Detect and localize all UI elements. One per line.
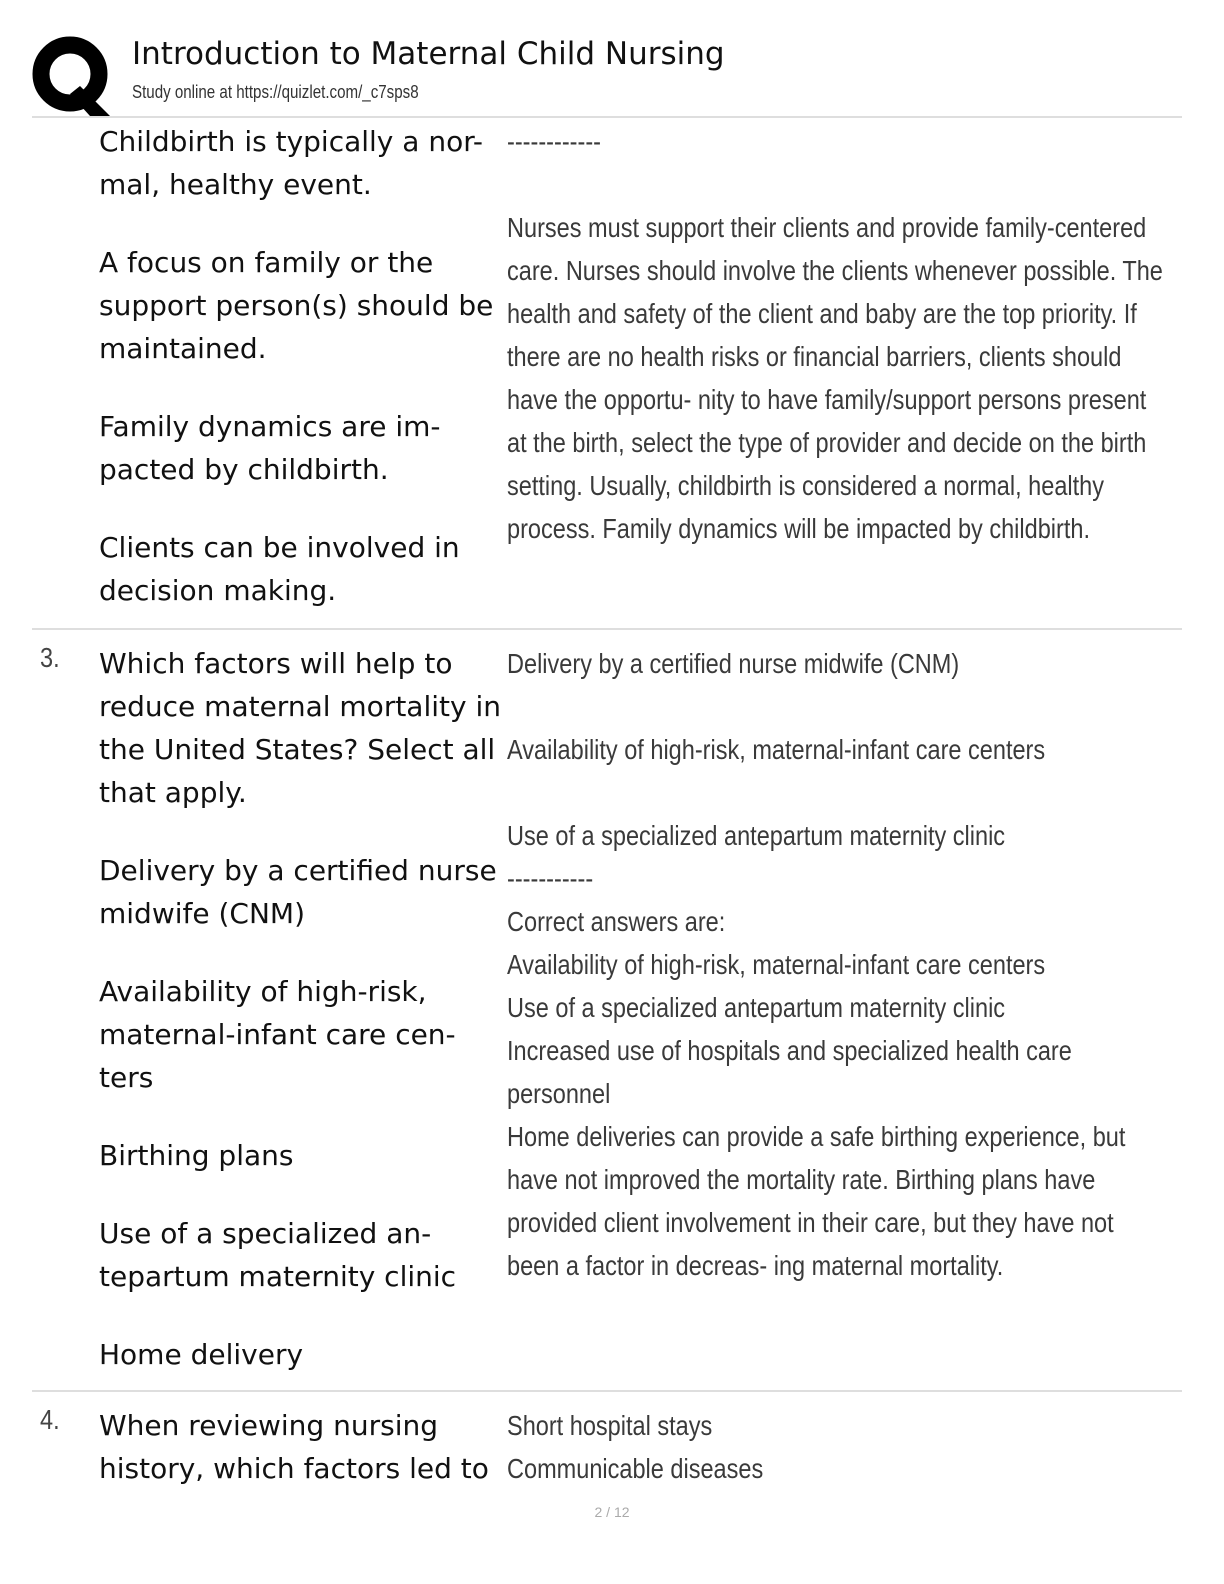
term-column: [99, 120, 505, 612]
term-paragraph: Clients can be involved in decision making.: [99, 531, 460, 607]
term-option: Birthing plans: [99, 1139, 294, 1172]
card-number: 3.: [40, 642, 60, 673]
document-title: Introduction to Maternal Child Nursing: [132, 36, 725, 72]
divider: [32, 628, 1182, 630]
definition-text: ------------ Nurses must support their clients and provide family-centered care. Nurses should involve the clients whenever possible. The health and safety of the client and baby are the top priority. If there are no health risks or financial barriers, clients should have the opportu- nity to have family/support persons present at the birth, select the type of provider and decide on the birth setting. Usually, childbirth is considered a normal, healthy process. Family dynamics will be impacted by childbirth.: [507, 126, 1163, 544]
study-online-link[interactable]: Study online at https://quizlet.com/_c7sps8: [132, 82, 419, 102]
term-option: Home delivery: [99, 1338, 304, 1371]
term-option: Availability of high-risk, maternal-infant care cen- ters: [99, 975, 456, 1094]
definition-text: Short hospital stays Communicable diseases: [507, 1410, 764, 1484]
term-column: [99, 1404, 505, 1490]
divider: [32, 116, 1182, 118]
divider: [32, 1390, 1182, 1392]
quizlet-q-logo-icon: [32, 36, 112, 116]
flashcard-row: [32, 642, 1182, 1382]
term-option: Delivery by a certified nurse midwife (CNM): [99, 854, 497, 930]
term-column: [99, 642, 505, 1376]
document-header: [32, 34, 1182, 114]
term-question: Which factors will help to reduce maternal mortality in the United States? Select all that apply.: [99, 647, 501, 809]
term-paragraph: Childbirth is typically a nor- mal, healthy event.: [99, 125, 484, 201]
card-number: 4.: [40, 1404, 60, 1435]
term-option: Use of a specialized an- tepartum maternity clinic: [99, 1217, 457, 1293]
term-paragraph: Family dynamics are im- pacted by childbirth.: [99, 410, 441, 486]
flashcard-row: [32, 120, 1182, 620]
term-paragraph: A focus on family or the support person(s) should be maintained.: [99, 246, 494, 365]
flashcard-row: [32, 1404, 1182, 1494]
term-question: When reviewing nursing history, which factors led to: [99, 1409, 489, 1485]
page-number: 2 / 12: [594, 1504, 630, 1520]
definition-text: Delivery by a certified nurse midwife (CNM) Availability of high-risk, maternal-infant care centers Use of a specialized antepartum maternity clinic ----------- Correct answers are: Availability of high-risk, maternal-infant care centers Use of a specialized antepartum maternity clinic Increased use of hospitals and specialized health care personnel Home deliveries can provide a safe birthing experience, but have not improved the mortality rate. Birthing plans have provided client involvement in their care, but they have not been a factor in decreas- ing maternal mortality.: [507, 648, 1126, 1281]
